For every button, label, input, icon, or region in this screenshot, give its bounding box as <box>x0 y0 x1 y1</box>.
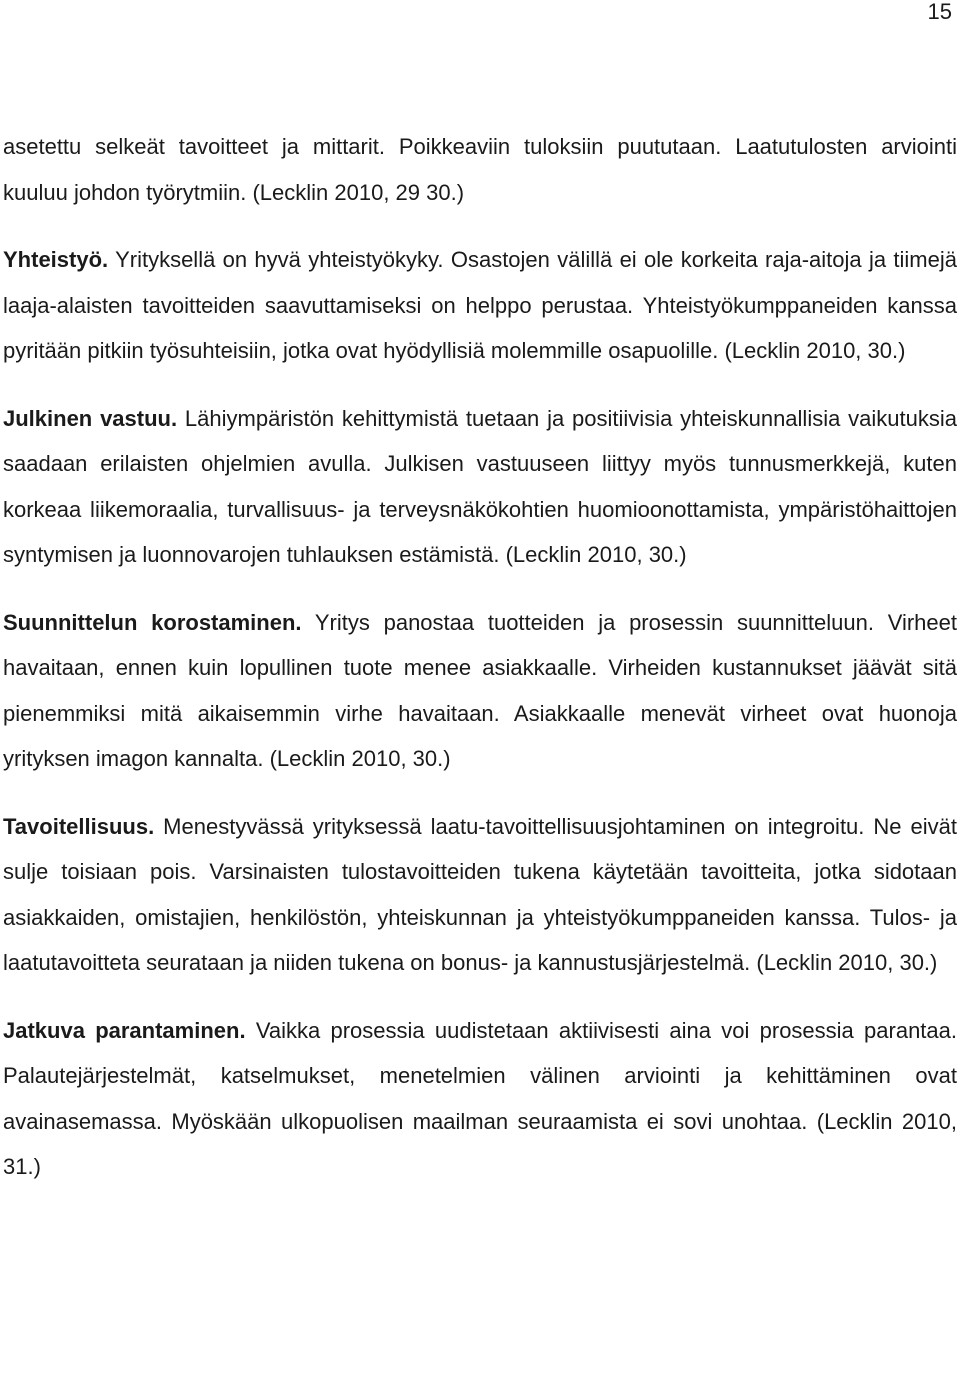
paragraph-suunnittelun-korostaminen <box>3 600 957 782</box>
paragraph-text: Menestyvässä yrityksessä laatu-tavoittellisuusjohtaminen on integroitu. Ne eivät sulje toisiaan pois. Varsinaisten tulostavoitteiden tukena käytetään tavoitteita, jotka sidotaan asiakkaiden, omistajien, henkilöstön, yhteiskunnan ja yhteistyökumppaneiden kanssa. Tulos- ja laatutavoitteta seurataan ja niiden tukena on bonus- ja kannustusjärjestelmä. (Lecklin 2010, 30.) <box>3 813 957 975</box>
paragraph-text: Vaikka prosessia uudistetaan aktiivisesti aina voi prosessia parantaa. Palautejärjestelmät, katselmukset, menetelmien välinen arviointi ja kehittäminen ovat avainasemassa. Myöskään ulkopuolisen maailman seuraamista ei sovi unohtaa. (Lecklin 2010, 31.) <box>3 1017 957 1179</box>
paragraph-text: Lähiympäristön kehittymistä tuetaan ja positiivisia yhteiskunnallisia vaikutuksia saadaan erilaisten ohjelmien avulla. Julkisen vastuuseen liittyy myös tunnusmerkkejä, kuten korkeaa liikemoraalia, turvallisuus- ja terveysnäkökohtien huomioonottamista, ympäristöhaittojen syntymisen ja luonnovarojen tuhlauksen estämistä. (Lecklin 2010, 30.) <box>3 405 957 567</box>
paragraph-tavoitellisuus <box>3 804 957 986</box>
paragraph-heading: Jatkuva parantaminen. <box>3 1017 246 1043</box>
paragraph-heading: Julkinen vastuu. <box>3 405 178 431</box>
paragraph-heading: Suunnittelun korostaminen. <box>3 609 302 635</box>
paragraph-jatkuva-parantaminen <box>3 1008 957 1190</box>
page-number: 15 <box>927 0 952 24</box>
paragraph-text: Yrityksellä on hyvä yhteistyökyky. Osastojen välillä ei ole korkeita raja-aitoja ja tiimejä laaja-alaisten tavoitteiden saavuttamiseksi on helppo perustaa. Yhteistyökumppaneiden kanssa pyritään pitkiin työsuhteisiin, jotka ovat hyödyllisiä molemmille osapuolille. (Lecklin 2010, 30.) <box>3 247 957 363</box>
paragraph-julkinen-vastuu <box>3 396 957 578</box>
paragraph-heading: Yhteistyö. <box>3 247 109 272</box>
paragraph-text: Yritys panostaa tuotteiden ja prosessin suunnitteluun. Virheet havaitaan, ennen kuin lopullinen tuote menee asiakkaalle. Virheiden kustannukset jäävät sitä pienemmiksi mitä aikaisemmin virhe havaitaan. Asiakkaalle menevät virheet ovat huonoja yrityksen imagon kannalta. (Lecklin 2010, 30.) <box>3 609 957 771</box>
paragraph-heading: Tavoitellisuus. <box>3 813 155 839</box>
body-text <box>3 124 957 1190</box>
paragraph-text: asetettu selkeät tavoitteet ja mittarit. Poikkeaviin tuloksiin puututaan. Laatutulosten arviointi kuuluu johdon työrytmiin. (Lecklin 2010, 29 30.) <box>3 134 957 205</box>
paragraph-intro <box>3 124 957 215</box>
paragraph-yhteistyo <box>3 237 957 374</box>
